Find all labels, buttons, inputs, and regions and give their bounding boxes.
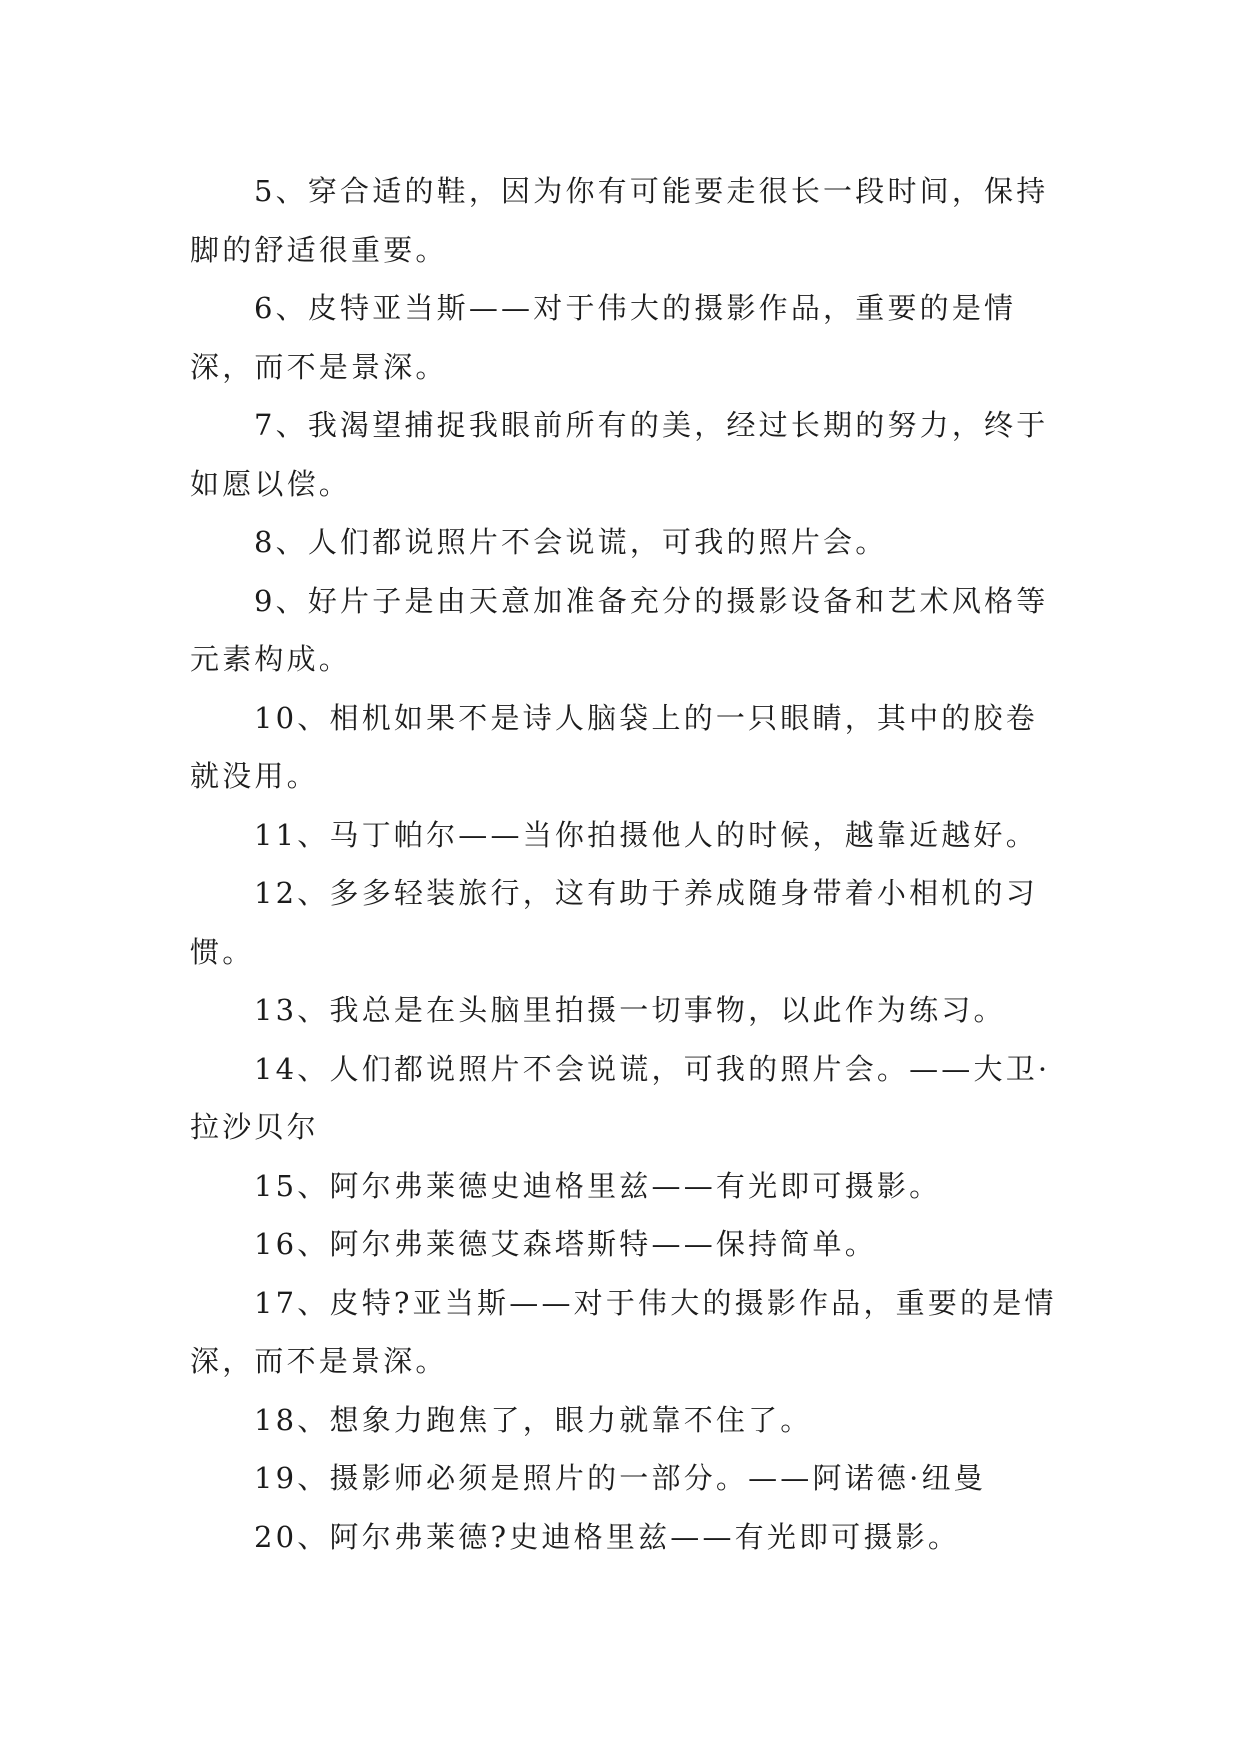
paragraph: 8、人们都说照片不会说谎，可我的照片会。 bbox=[254, 525, 888, 559]
paragraph: 13、我总是在头脑里拍摄一切事物，以此作为练习。 bbox=[254, 993, 1006, 1027]
paragraph: 7、我渴望捕捉我眼前所有的美，经过长期的努力，终于如愿以偿。 bbox=[190, 408, 1049, 501]
paragraph: 18、想象力跑焦了，眼力就靠不住了。 bbox=[254, 1402, 813, 1437]
paragraph: 14、人们都说照片不会说谎，可我的照片会。——大卫·拉沙贝尔 bbox=[190, 1051, 1051, 1144]
paragraph: 11、马丁帕尔——当你拍摄他人的时候，越靠近越好。 bbox=[254, 817, 1038, 852]
paragraph: 12、多多轻装旅行，这有助于养成随身带着小相机的习惯。 bbox=[190, 876, 1038, 969]
paragraph: 15、阿尔弗莱德史迪格里兹——有光即可摄影。 bbox=[254, 1168, 942, 1203]
paragraph: 9、好片子是由天意加准备充分的摄影设备和艺术风格等元素构成。 bbox=[190, 583, 1049, 676]
paragraph: 6、皮特亚当斯——对于伟大的摄影作品，重要的是情深，而不是景深。 bbox=[190, 291, 1017, 384]
document-body bbox=[190, 162, 1060, 1566]
paragraph: 10、相机如果不是诗人脑袋上的一只眼睛，其中的胶卷就没用。 bbox=[190, 700, 1038, 793]
paragraph: 19、摄影师必须是照片的一部分。——阿诺德·纽曼 bbox=[254, 1461, 986, 1495]
paragraph: 17、皮特?亚当斯——对于伟大的摄影作品，重要的是情深，而不是景深。 bbox=[190, 1285, 1057, 1378]
paragraph: 5、穿合适的鞋，因为你有可能要走很长一段时间，保持脚的舒适很重要。 bbox=[190, 174, 1049, 267]
paragraph: 20、阿尔弗莱德?史迪格里兹——有光即可摄影。 bbox=[254, 1519, 961, 1554]
paragraph: 16、阿尔弗莱德艾森塔斯特——保持简单。 bbox=[254, 1227, 877, 1261]
